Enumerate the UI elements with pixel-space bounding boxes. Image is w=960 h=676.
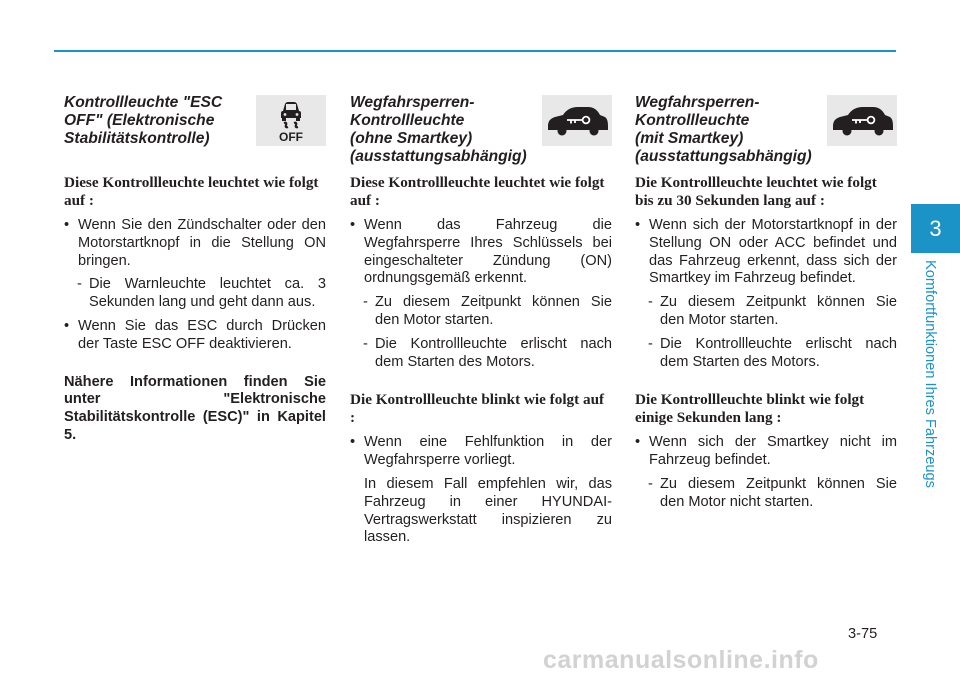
dash-item: - Zu diesem Zeitpunkt können Sie den Motor starten. [350,294,612,330]
list-item: • Wenn sich der Motorstartknopf in der Stellung ON oder ACC befindet und das Fahrzeug erkennt, dass sich der Smartkey im Fahrzeug befindet. [635,217,897,288]
indented-text: In diesem Fall empfehlen wir, das Fahrzeug in einer HYUNDAI-Vertragswerkstatt inspizieren zu lassen. [364,475,612,546]
list-item: • Wenn sich der Smartkey nicht im Fahrzeug befindet. [635,434,897,470]
chapter-tab: 3 [911,204,960,253]
section-esc-off [64,94,326,445]
section-heading: Wegfahrsperren- Kontrollleuchte (ohne Smartkey) (ausstattungsabhängig) [350,94,527,165]
reference-note: Nähere Informationen finden Sie unter "Elektronische Stabilitätskontrolle (ESC)" in Kapitel 5. [64,373,326,443]
subheading: Die Kontrollleuchte leuchtet wie folgt bis zu 30 Sekunden lang auf : [635,174,877,209]
page-number: 3-75 [848,626,878,642]
subheading: Die Kontrollleuchte blinkt wie folgt auf : [350,391,605,426]
dash-item: - Die Kontrollleuchte erlischt nach dem Starten des Motors. [350,336,612,372]
icon-off-label: OFF [279,130,303,144]
car-key-icon [542,95,612,146]
list-item: • Wenn das Fahrzeug die Wegfahrsperre Ihres Schlüssels bei eingeschalteter Zündung (ON) ordnungsgemäß erkennt. [350,217,612,288]
chapter-title-text: Komfortfunktionen Ihres Fahrzeugs [922,260,938,488]
dash-item: - Zu diesem Zeitpunkt können Sie den Motor nicht starten. [635,476,897,512]
header-rule [54,50,896,52]
section-immobilizer-smartkey [635,94,897,518]
section-immobilizer-no-smartkey [350,94,612,553]
esc-off-car-icon [256,95,326,146]
subheading: Diese Kontrollleuchte leuchtet wie folgt auf : [64,174,319,209]
dash-item: - Die Warnleuchte leuchtet ca. 3 Sekunden lang und geht dann aus. [64,276,326,312]
section-heading: Wegfahrsperren- Kontrollleuchte (mit Smartkey) (ausstattungsabhängig) [635,94,812,165]
list-item: • Wenn Sie das ESC durch Drücken der Taste ESC OFF deaktivieren. [64,318,326,354]
car-key-icon [827,95,897,146]
list-item: • Wenn Sie den Zündschalter oder den Motorstartknopf in die Stellung ON bringen. [64,217,326,270]
watermark: carmanualsonline.info [543,646,819,674]
subheading: Die Kontrollleuchte blinkt wie folgt einige Sekunden lang : [635,391,865,426]
subheading: Diese Kontrollleuchte leuchtet wie folgt auf : [350,174,605,209]
list-item: • Wenn eine Fehlfunktion in der Wegfahrsperre vorliegt. [350,434,612,470]
chapter-title [922,258,938,490]
section-heading: Kontrollleuchte "ESC OFF" (Elektronische Stabilitätskontrolle) [64,94,223,147]
dash-item: - Zu diesem Zeitpunkt können Sie den Motor starten. [635,294,897,330]
dash-item: - Die Kontrollleuchte erlischt nach dem Starten des Motors. [635,336,897,372]
